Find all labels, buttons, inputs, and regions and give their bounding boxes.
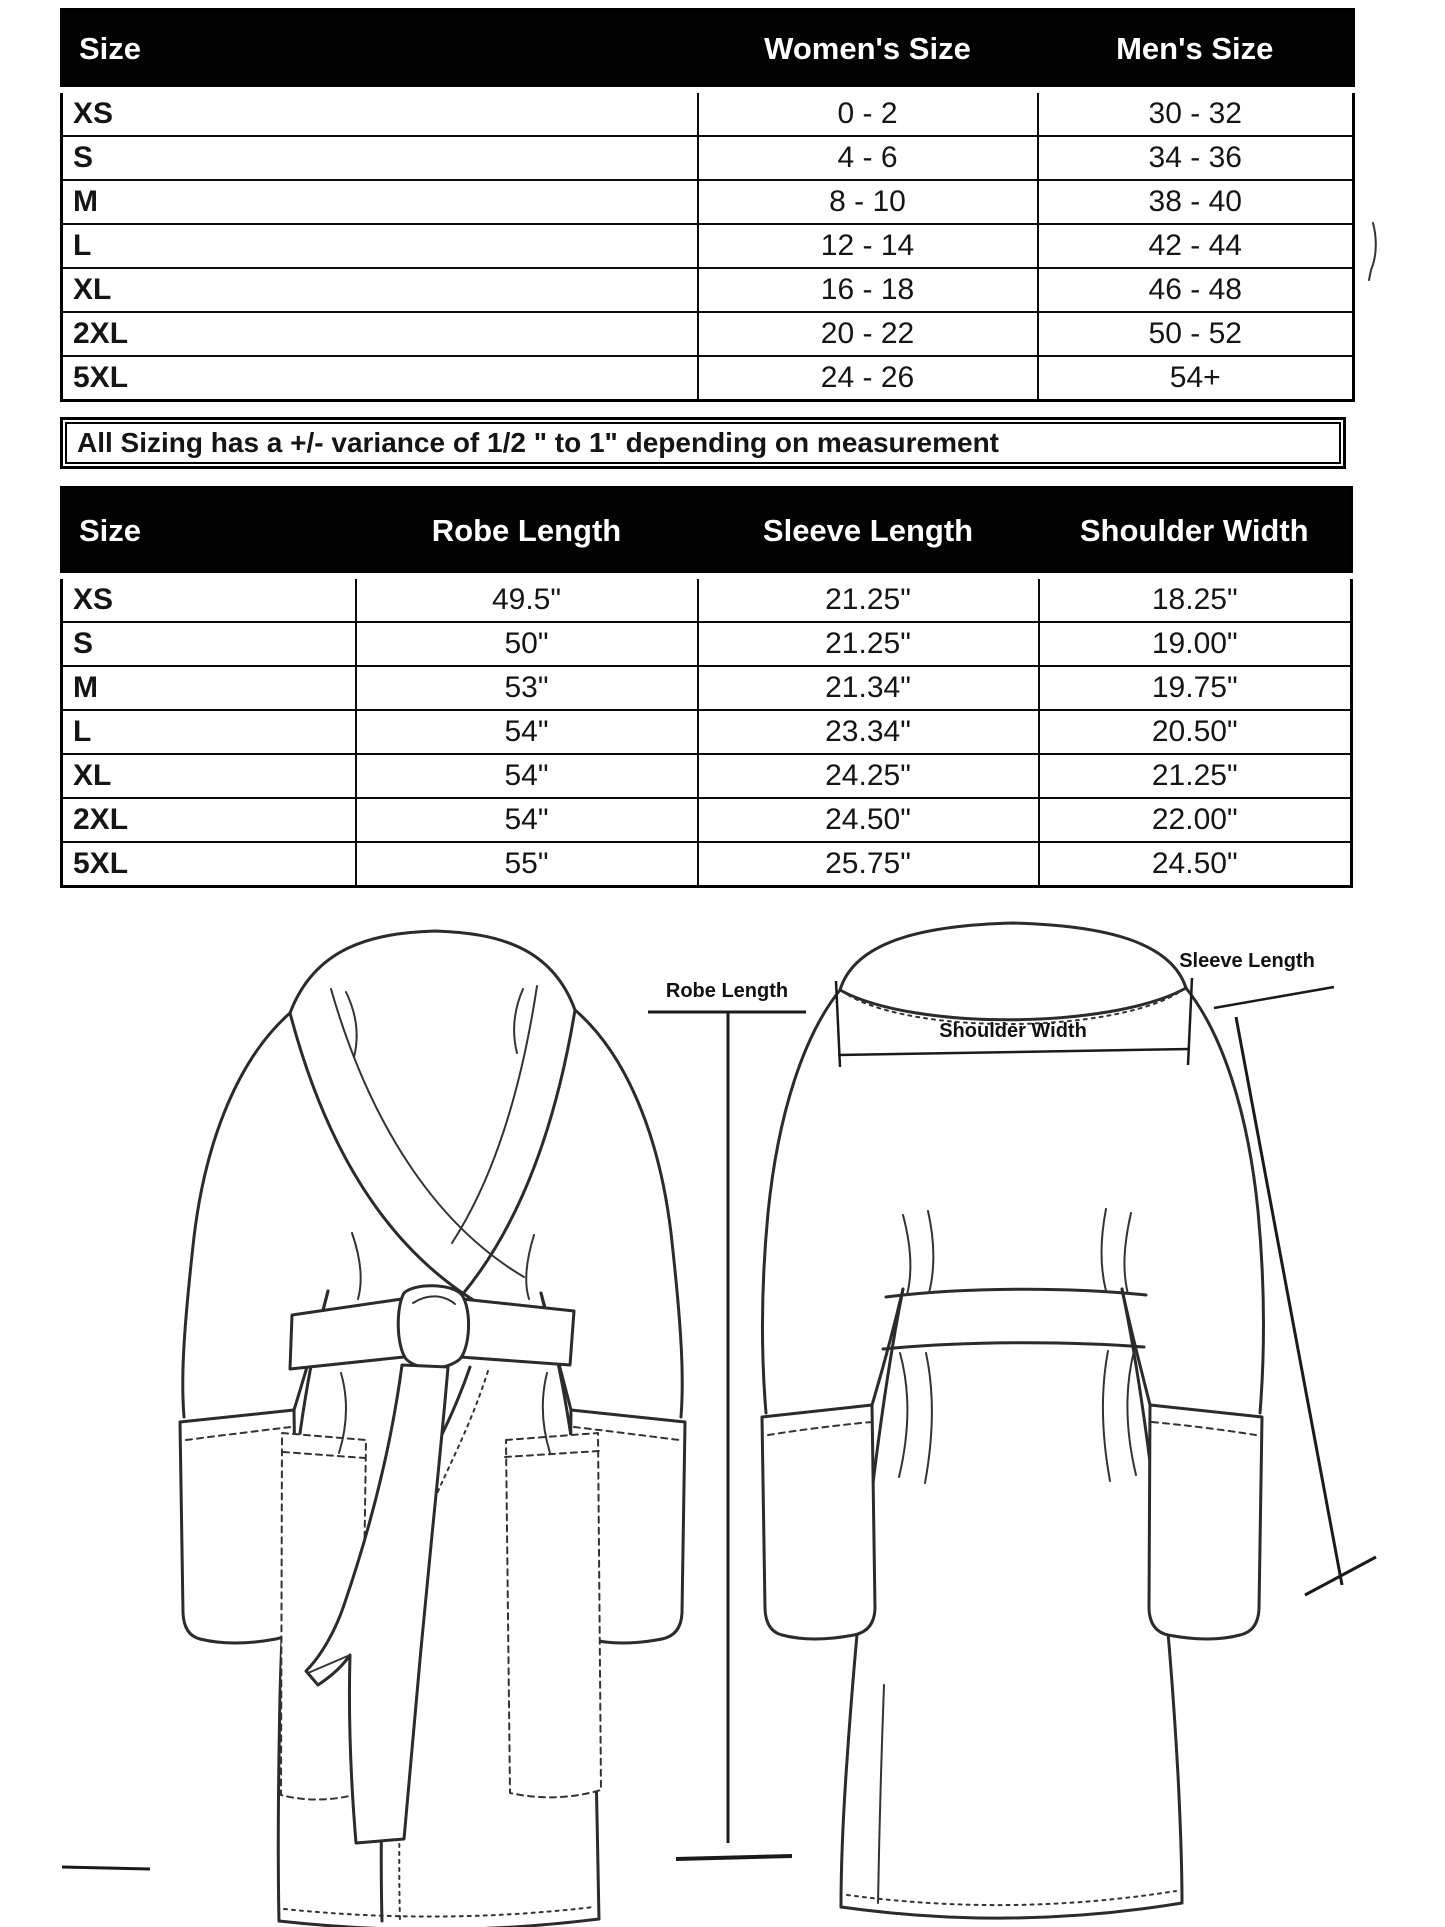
size-cell: 2XL bbox=[62, 798, 356, 842]
column-header-robe-length: Robe Length bbox=[356, 488, 698, 577]
back-left-cuff bbox=[762, 1405, 875, 1639]
table-row bbox=[62, 622, 1352, 666]
table-row bbox=[62, 710, 1352, 754]
table-row bbox=[62, 224, 1354, 268]
womens-size-cell: 4 - 6 bbox=[698, 136, 1038, 180]
robe-measurements-table bbox=[60, 486, 1353, 888]
table-row bbox=[62, 576, 1352, 622]
size-cell: M bbox=[62, 180, 698, 224]
mens-size-cell: 54+ bbox=[1038, 356, 1354, 401]
size-conversion-table bbox=[60, 8, 1355, 402]
table-header-row bbox=[62, 488, 1352, 577]
sleeve-length-cell: 21.25" bbox=[698, 576, 1039, 622]
back-robe-drawing bbox=[762, 923, 1264, 1918]
robe-length-cell: 55" bbox=[356, 842, 698, 887]
womens-size-cell: 16 - 18 bbox=[698, 268, 1038, 312]
belt-right bbox=[460, 1299, 574, 1365]
size-cell: M bbox=[62, 666, 356, 710]
table-header-row bbox=[62, 10, 1354, 91]
mens-size-cell: 38 - 40 bbox=[1038, 180, 1354, 224]
size-cell: L bbox=[62, 224, 698, 268]
back-belt bbox=[886, 1289, 1146, 1297]
size-cell: XL bbox=[62, 754, 356, 798]
shawl-collar bbox=[290, 1013, 500, 1315]
size-cell: 2XL bbox=[62, 312, 698, 356]
robe-length-label: Robe Length bbox=[665, 980, 789, 1002]
mens-size-cell: 34 - 36 bbox=[1038, 136, 1354, 180]
sleeve-length-label: Sleeve Length bbox=[1179, 950, 1315, 972]
size-cell: S bbox=[62, 622, 356, 666]
size-cell: XS bbox=[62, 576, 356, 622]
robe-length-cell: 49.5" bbox=[356, 576, 698, 622]
column-header-womens-size: Women's Size bbox=[698, 10, 1038, 91]
belt-knot bbox=[398, 1286, 468, 1368]
column-header-shoulder-width: Shoulder Width bbox=[1039, 488, 1352, 577]
column-header-size: Size bbox=[62, 10, 698, 91]
size-cell: XL bbox=[62, 268, 698, 312]
shoulder-width-cell: 22.00" bbox=[1039, 798, 1352, 842]
belt-left bbox=[290, 1299, 404, 1369]
size-cell: S bbox=[62, 136, 698, 180]
robe-length-cell: 54" bbox=[356, 798, 698, 842]
shoulder-width-label: Shoulder Width bbox=[939, 1020, 1087, 1042]
table-row bbox=[62, 356, 1354, 401]
sleeve-length-cell: 24.50" bbox=[698, 798, 1039, 842]
sleeve-length-cell: 24.25" bbox=[698, 754, 1039, 798]
shoulder-width-cell: 19.75" bbox=[1039, 666, 1352, 710]
womens-size-cell: 8 - 10 bbox=[698, 180, 1038, 224]
size-cell: L bbox=[62, 710, 356, 754]
shoulder-width-cell: 18.25" bbox=[1039, 576, 1352, 622]
table-row bbox=[62, 136, 1354, 180]
womens-size-cell: 0 - 2 bbox=[698, 90, 1038, 136]
sizing-variance-note: All Sizing has a +/- variance of 1/2 " to 1" depending on measurement bbox=[65, 422, 1341, 464]
scan-artifact-line bbox=[62, 1867, 150, 1869]
robe-length-cell: 53" bbox=[356, 666, 698, 710]
womens-size-cell: 12 - 14 bbox=[698, 224, 1038, 268]
front-right-pocket bbox=[506, 1433, 601, 1797]
sleeve-length-cell: 23.34" bbox=[698, 710, 1039, 754]
table-row bbox=[62, 754, 1352, 798]
robe-length-cell: 54" bbox=[356, 754, 698, 798]
robe-length-cell: 50" bbox=[356, 622, 698, 666]
robe-length-cell: 54" bbox=[356, 710, 698, 754]
table-row bbox=[62, 312, 1354, 356]
sleeve-length-cell: 21.25" bbox=[698, 622, 1039, 666]
table-row bbox=[62, 666, 1352, 710]
sleeve-length-cell: 21.34" bbox=[698, 666, 1039, 710]
column-header-size: Size bbox=[62, 488, 356, 577]
front-robe-drawing bbox=[180, 931, 685, 1927]
mens-size-cell: 46 - 48 bbox=[1038, 268, 1354, 312]
table-row bbox=[62, 842, 1352, 887]
size-cell: XS bbox=[62, 90, 698, 136]
column-header-sleeve-length: Sleeve Length bbox=[698, 488, 1039, 577]
table-row bbox=[62, 180, 1354, 224]
shoulder-width-measure-line bbox=[836, 978, 1192, 1067]
table-row bbox=[62, 268, 1354, 312]
column-header-mens-size: Men's Size bbox=[1038, 10, 1354, 91]
shoulder-width-cell: 21.25" bbox=[1039, 754, 1352, 798]
shoulder-width-cell: 19.00" bbox=[1039, 622, 1352, 666]
size-cell: 5XL bbox=[62, 842, 356, 887]
mens-size-cell: 42 - 44 bbox=[1038, 224, 1354, 268]
table-row bbox=[62, 798, 1352, 842]
robe-diagram bbox=[0, 895, 1445, 1927]
back-right-cuff bbox=[1149, 1405, 1262, 1639]
womens-size-cell: 24 - 26 bbox=[698, 356, 1038, 401]
shoulder-width-cell: 24.50" bbox=[1039, 842, 1352, 887]
sizing-variance-note-box bbox=[60, 417, 1346, 469]
front-left-cuff bbox=[180, 1410, 297, 1643]
mens-size-cell: 30 - 32 bbox=[1038, 90, 1354, 136]
table-row bbox=[62, 90, 1354, 136]
back-collar bbox=[840, 923, 1186, 990]
scan-artifact-mark bbox=[1364, 220, 1386, 284]
womens-size-cell: 20 - 22 bbox=[698, 312, 1038, 356]
sleeve-length-cell: 25.75" bbox=[698, 842, 1039, 887]
shoulder-width-cell: 20.50" bbox=[1039, 710, 1352, 754]
mens-size-cell: 50 - 52 bbox=[1038, 312, 1354, 356]
size-cell: 5XL bbox=[62, 356, 698, 401]
